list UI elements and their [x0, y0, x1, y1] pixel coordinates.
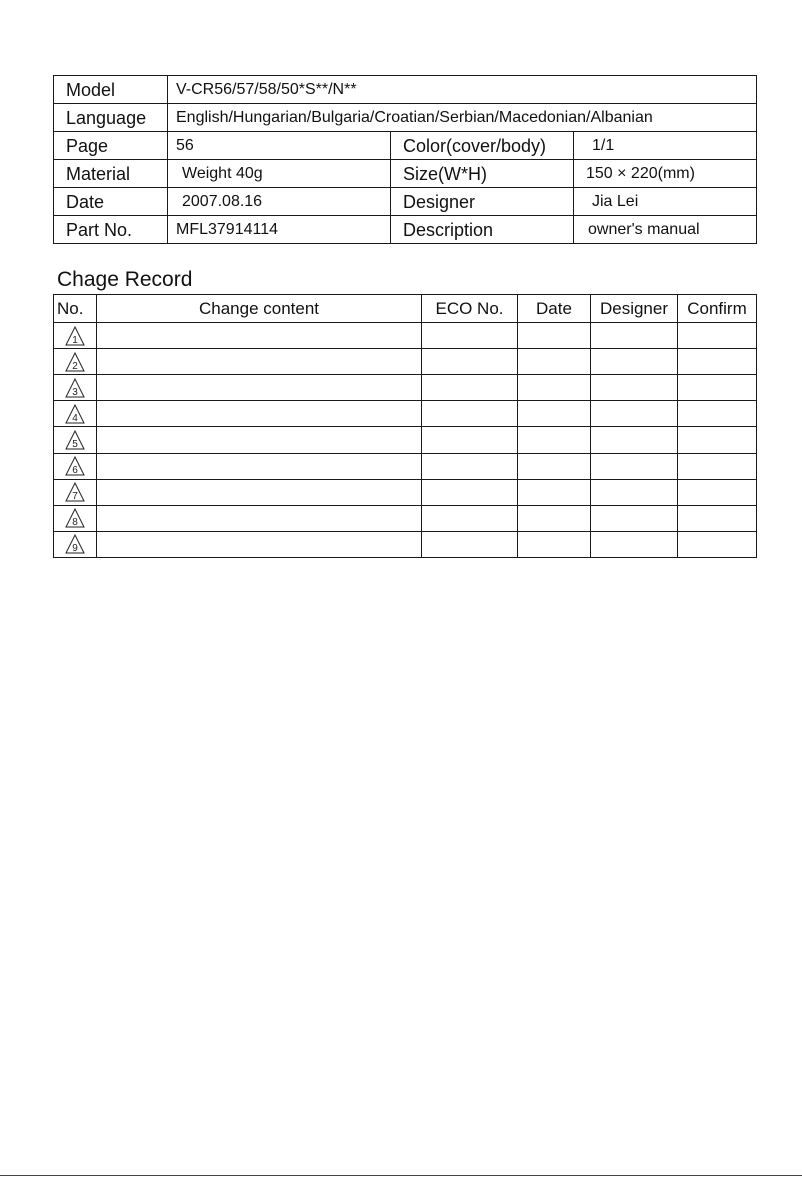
designer-label: Designer — [391, 188, 574, 216]
revision-triangle-icon — [65, 482, 85, 502]
material-value: Weight 40g — [168, 160, 391, 188]
change-content-cell — [97, 375, 422, 401]
table-row — [54, 375, 757, 401]
change-date-cell — [518, 531, 591, 557]
revision-number-cell — [54, 427, 97, 453]
page-label: Page — [54, 132, 168, 160]
revision-number-cell — [54, 349, 97, 375]
revision-number: 1 — [72, 334, 78, 346]
revision-triangle-icon — [65, 352, 85, 372]
change-confirm-cell — [678, 375, 757, 401]
change-date-cell — [518, 427, 591, 453]
description-value: owner's manual — [574, 216, 757, 244]
change-designer-cell — [591, 427, 678, 453]
revision-number: 5 — [72, 438, 78, 450]
change-content-cell — [97, 401, 422, 427]
revision-number: 7 — [72, 491, 78, 503]
revision-triangle-icon — [65, 456, 85, 476]
change-eco-cell — [422, 427, 518, 453]
change-record-table — [53, 294, 757, 558]
change-eco-cell — [422, 453, 518, 479]
size-label: Size(W*H) — [391, 160, 574, 188]
spec-table — [53, 75, 757, 244]
change-eco-cell — [422, 401, 518, 427]
table-row — [54, 531, 757, 557]
change-content-cell — [97, 531, 422, 557]
revision-number: 8 — [72, 517, 78, 529]
revision-triangle-icon — [65, 430, 85, 450]
language-value: English/Hungarian/Bulgaria/Croatian/Serbian/Macedonian/Albanian — [168, 104, 757, 132]
revision-triangle-icon — [65, 534, 85, 554]
change-designer-cell — [591, 453, 678, 479]
change-confirm-cell — [678, 401, 757, 427]
change-designer-cell — [591, 479, 678, 505]
header-no: No. — [54, 295, 97, 323]
header-change-content: Change content — [97, 295, 422, 323]
revision-number-cell — [54, 323, 97, 349]
revision-triangle-icon — [65, 404, 85, 424]
color-label: Color(cover/body) — [391, 132, 574, 160]
revision-number-cell — [54, 531, 97, 557]
header-confirm: Confirm — [678, 295, 757, 323]
change-date-cell — [518, 401, 591, 427]
header-eco-no: ECO No. — [422, 295, 518, 323]
revision-number-cell — [54, 375, 97, 401]
designer-value: Jia Lei — [574, 188, 757, 216]
change-date-cell — [518, 479, 591, 505]
revision-number: 2 — [72, 360, 78, 372]
change-date-cell — [518, 375, 591, 401]
table-row — [54, 323, 757, 349]
spec-row-language — [54, 104, 757, 132]
table-row — [54, 349, 757, 375]
revision-number: 6 — [72, 465, 78, 477]
change-eco-cell — [422, 323, 518, 349]
change-eco-cell — [422, 531, 518, 557]
revision-triangle-icon — [65, 508, 85, 528]
revision-number: 4 — [72, 412, 78, 424]
partno-value: MFL37914114 — [168, 216, 391, 244]
change-record-title: Chage Record — [57, 268, 193, 291]
change-confirm-cell — [678, 349, 757, 375]
change-eco-cell — [422, 375, 518, 401]
change-confirm-cell — [678, 453, 757, 479]
spec-row-partno — [54, 216, 757, 244]
revision-number-cell — [54, 453, 97, 479]
revision-triangle-icon — [65, 326, 85, 346]
description-label: Description — [391, 216, 574, 244]
change-eco-cell — [422, 349, 518, 375]
revision-triangle-icon — [65, 378, 85, 398]
model-label: Model — [54, 76, 168, 104]
revision-number: 3 — [72, 386, 78, 398]
color-value: 1/1 — [574, 132, 757, 160]
change-designer-cell — [591, 531, 678, 557]
change-confirm-cell — [678, 505, 757, 531]
change-date-cell — [518, 505, 591, 531]
size-value: 150 × 220(mm) — [574, 160, 757, 188]
material-label: Material — [54, 160, 168, 188]
table-row — [54, 479, 757, 505]
change-date-cell — [518, 349, 591, 375]
header-designer: Designer — [591, 295, 678, 323]
change-confirm-cell — [678, 323, 757, 349]
spec-row-model — [54, 76, 757, 104]
table-row — [54, 453, 757, 479]
change-designer-cell — [591, 375, 678, 401]
change-date-cell — [518, 453, 591, 479]
change-designer-cell — [591, 401, 678, 427]
page-bottom-rule — [0, 1175, 802, 1176]
change-eco-cell — [422, 505, 518, 531]
change-designer-cell — [591, 323, 678, 349]
change-record-body — [54, 323, 757, 558]
change-content-cell — [97, 323, 422, 349]
spec-row-page — [54, 132, 757, 160]
table-row — [54, 505, 757, 531]
date-value: 2007.08.16 — [168, 188, 391, 216]
language-label: Language — [54, 104, 168, 132]
revision-number-cell — [54, 401, 97, 427]
table-row — [54, 427, 757, 453]
table-row — [54, 401, 757, 427]
revision-number: 9 — [72, 543, 78, 555]
change-confirm-cell — [678, 479, 757, 505]
change-record-header-row — [54, 295, 757, 323]
header-date: Date — [518, 295, 591, 323]
spec-row-material — [54, 160, 757, 188]
change-content-cell — [97, 349, 422, 375]
partno-label: Part No. — [54, 216, 168, 244]
change-confirm-cell — [678, 427, 757, 453]
change-content-cell — [97, 505, 422, 531]
change-content-cell — [97, 479, 422, 505]
page-value: 56 — [168, 132, 391, 160]
model-value: V-CR56/57/58/50*S**/N** — [168, 76, 757, 104]
revision-number-cell — [54, 479, 97, 505]
change-confirm-cell — [678, 531, 757, 557]
change-eco-cell — [422, 479, 518, 505]
change-designer-cell — [591, 505, 678, 531]
change-content-cell — [97, 453, 422, 479]
date-label: Date — [54, 188, 168, 216]
change-designer-cell — [591, 349, 678, 375]
spec-row-date — [54, 188, 757, 216]
change-content-cell — [97, 427, 422, 453]
change-date-cell — [518, 323, 591, 349]
revision-number-cell — [54, 505, 97, 531]
